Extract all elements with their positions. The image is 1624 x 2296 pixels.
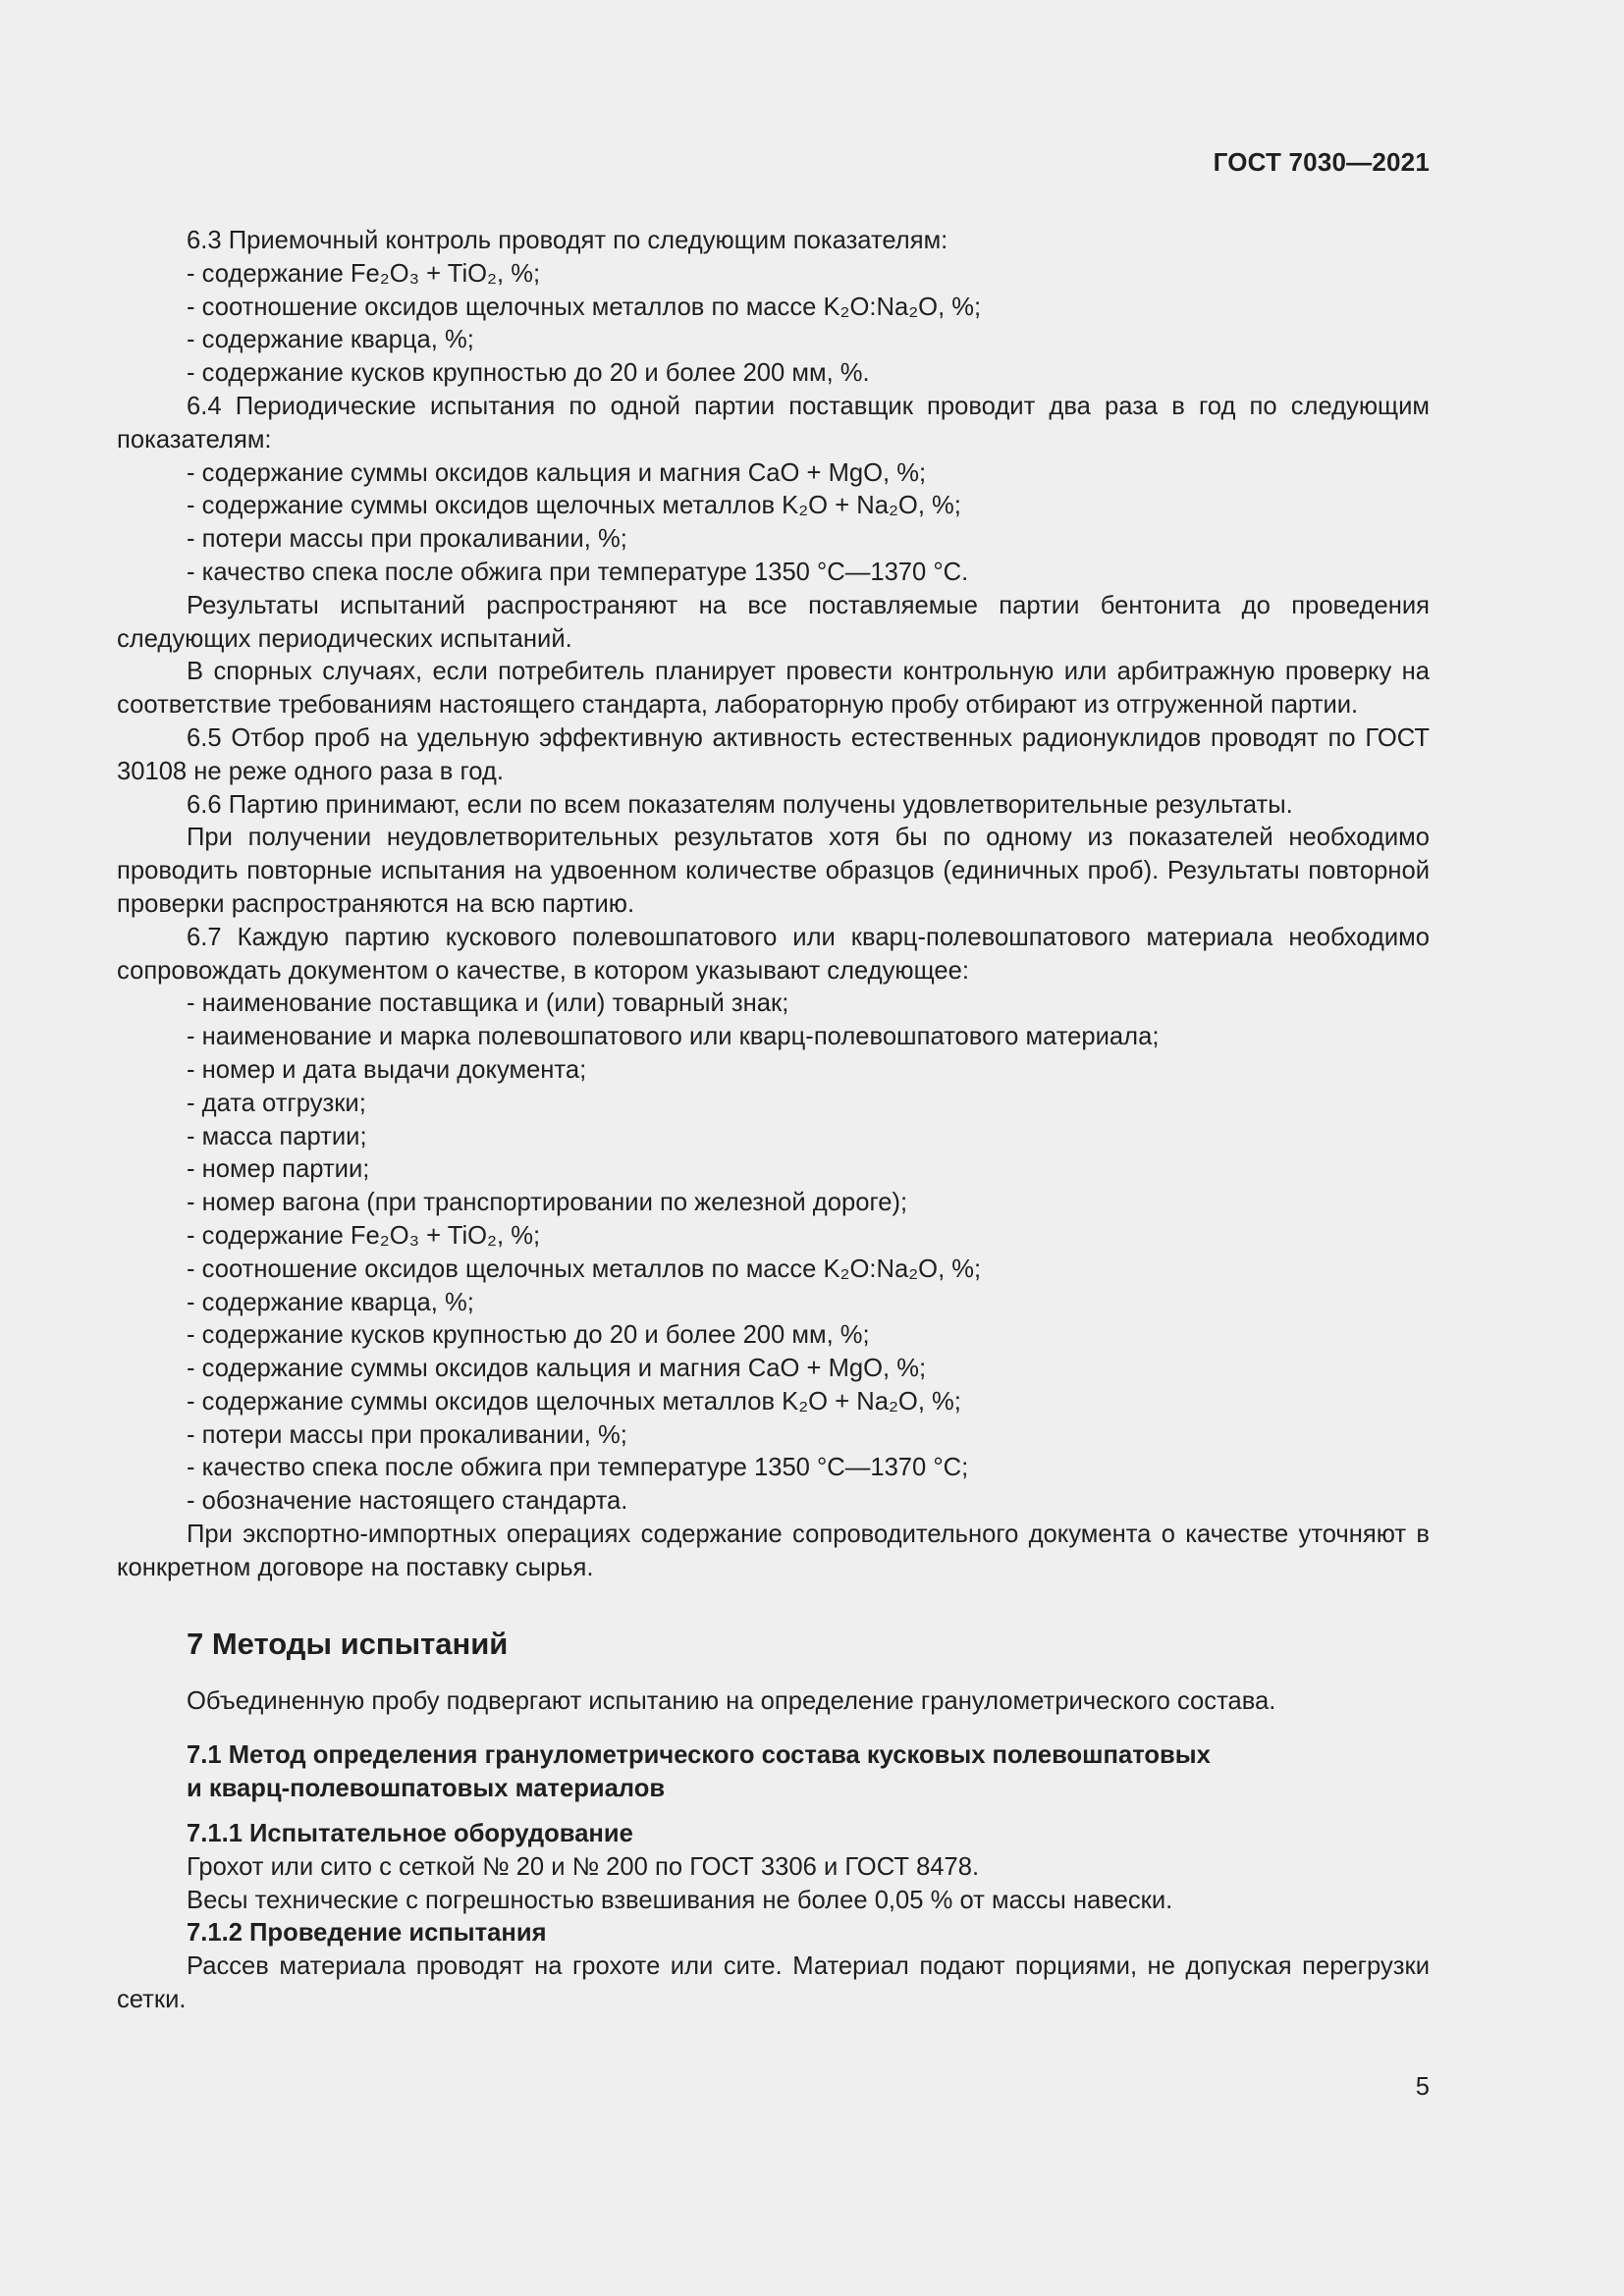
list-item: - номер партии; bbox=[187, 1155, 370, 1184]
clause-6-7: 6.7 Каждую партию кускового полевошпатового или кварц-полевошпатового материала необходимо сопровождать документом о качестве, в котором указывают следующее: bbox=[117, 923, 1430, 985]
list-item: - содержание суммы оксидов кальция и магния CaO + MgO, %; bbox=[187, 458, 927, 487]
list-item: - содержание Fe₂O₃ + TiO₂, %; bbox=[187, 1221, 541, 1250]
paragraph-sifting: Рассев материала проводят на грохоте или сите. Материал подают порциями, не допуская перегрузки сетки. bbox=[117, 1952, 1430, 2014]
list-item: - потери массы при прокаливании, %; bbox=[187, 525, 627, 554]
list-item: - содержание кусков крупностью до 20 и более 200 мм, %; bbox=[187, 1321, 870, 1350]
clause-6-4: 6.4 Периодические испытания по одной партии поставщик проводит два раза в год по следующим показателям: bbox=[117, 392, 1430, 454]
list-item: - обозначение настоящего стандарта. bbox=[187, 1487, 628, 1516]
list-item: - содержание суммы оксидов кальция и магния CaO + MgO, %; bbox=[187, 1355, 927, 1383]
list-item: - содержание кварца, %; bbox=[187, 1288, 474, 1316]
heading-line: 7.1 Метод определения гранулометрического состава кусковых полевошпатовых bbox=[187, 1741, 1211, 1770]
list-item: - наименование поставщика и (или) товарный знак; bbox=[187, 989, 789, 1018]
paragraph-7-intro: Объединенную пробу подвергают испытанию на определение гранулометрического состава. bbox=[187, 1686, 1276, 1715]
list-item: - содержание суммы оксидов щелочных металлов K₂O + Na₂O, %; bbox=[187, 492, 961, 520]
clause-6-6: 6.6 Партию принимают, если по всем показателям получены удовлетворительные результаты. bbox=[187, 790, 1293, 819]
list-item: - качество спека после обжига при температуре 1350 °C—1370 °C; bbox=[187, 1454, 969, 1482]
paragraph-scales: Весы технические с погрешностью взвешивания не более 0,05 % от массы навески. bbox=[187, 1886, 1173, 1914]
page-number: 5 bbox=[1415, 2073, 1430, 2101]
list-item: - содержание кусков крупностью до 20 и более 200 мм, %. bbox=[187, 359, 870, 388]
list-item: - потери массы при прокаливании, %; bbox=[187, 1420, 627, 1449]
clause-6-3: 6.3 Приемочный контроль проводят по следующим показателям: bbox=[187, 227, 948, 254]
paragraph-export: При экспортно-импортных операциях содержание сопроводительного документа о качестве уточняют в конкретном договоре на поставку сырья. bbox=[117, 1521, 1430, 1581]
list-item: - качество спека после обжига при температуре 1350 °C—1370 °C. bbox=[187, 558, 969, 586]
document-header: ГОСТ 7030—2021 bbox=[1213, 147, 1430, 177]
list-item: - наименование и марка полевошпатового или кварц-полевошпатового материала; bbox=[187, 1023, 1160, 1051]
paragraph-disputes: В спорных случаях, если потребитель планирует провести контрольную или арбитражную проверку на соответствие требованиям настоящего стандарта, лабораторную пробу отбирают из отгруженной партии. bbox=[117, 658, 1430, 720]
subsection-heading-7-1 bbox=[117, 1739, 1430, 1806]
document-body bbox=[117, 225, 1430, 2017]
list-item: - содержание Fe₂O₃ + TiO₂, %; bbox=[187, 259, 541, 288]
list-item: - содержание кварца, %; bbox=[187, 326, 474, 354]
heading-line: и кварц-полевошпатовых материалов bbox=[187, 1775, 666, 1803]
clause-6-5: 6.5 Отбор проб на удельную эффективную активность естественных радионуклидов проводят по ГОСТ 30108 не реже одного раза в год. bbox=[117, 723, 1430, 785]
paragraph-retest: При получении неудовлетворительных результатов хотя бы по одному из показателей необходимо проводить повторные испытания на удвоенном количестве образцов (единичных проб). Результаты повторной проверки распространяются на всю партию. bbox=[117, 824, 1430, 918]
list-item: - номер вагона (при транспортировании по железной дороге); bbox=[187, 1189, 908, 1217]
list-item: - соотношение оксидов щелочных металлов по массе K₂O:Na₂O, %; bbox=[187, 293, 982, 321]
list-item: - соотношение оксидов щелочных металлов по массе K₂O:Na₂O, %; bbox=[187, 1255, 982, 1283]
subsection-heading-7-1-1: 7.1.1 Испытательное оборудование bbox=[187, 1820, 633, 1848]
list-item: - содержание суммы оксидов щелочных металлов K₂O + Na₂O, %; bbox=[187, 1387, 961, 1415]
section-heading-7: 7 Методы испытаний bbox=[187, 1626, 509, 1661]
subsection-heading-7-1-2: 7.1.2 Проведение испытания bbox=[187, 1919, 547, 1948]
list-item: - дата отгрузки; bbox=[187, 1089, 366, 1117]
list-item: - номер и дата выдачи документа; bbox=[187, 1055, 587, 1084]
paragraph-results: Результаты испытаний распространяют на все поставляемые партии бентонита до проведения следующих периодических испытаний. bbox=[117, 591, 1430, 653]
paragraph-sieve: Грохот или сито с сеткой № 20 и № 200 по ГОСТ 3306 и ГОСТ 8478. bbox=[187, 1852, 980, 1881]
list-item: - масса партии; bbox=[187, 1122, 367, 1150]
